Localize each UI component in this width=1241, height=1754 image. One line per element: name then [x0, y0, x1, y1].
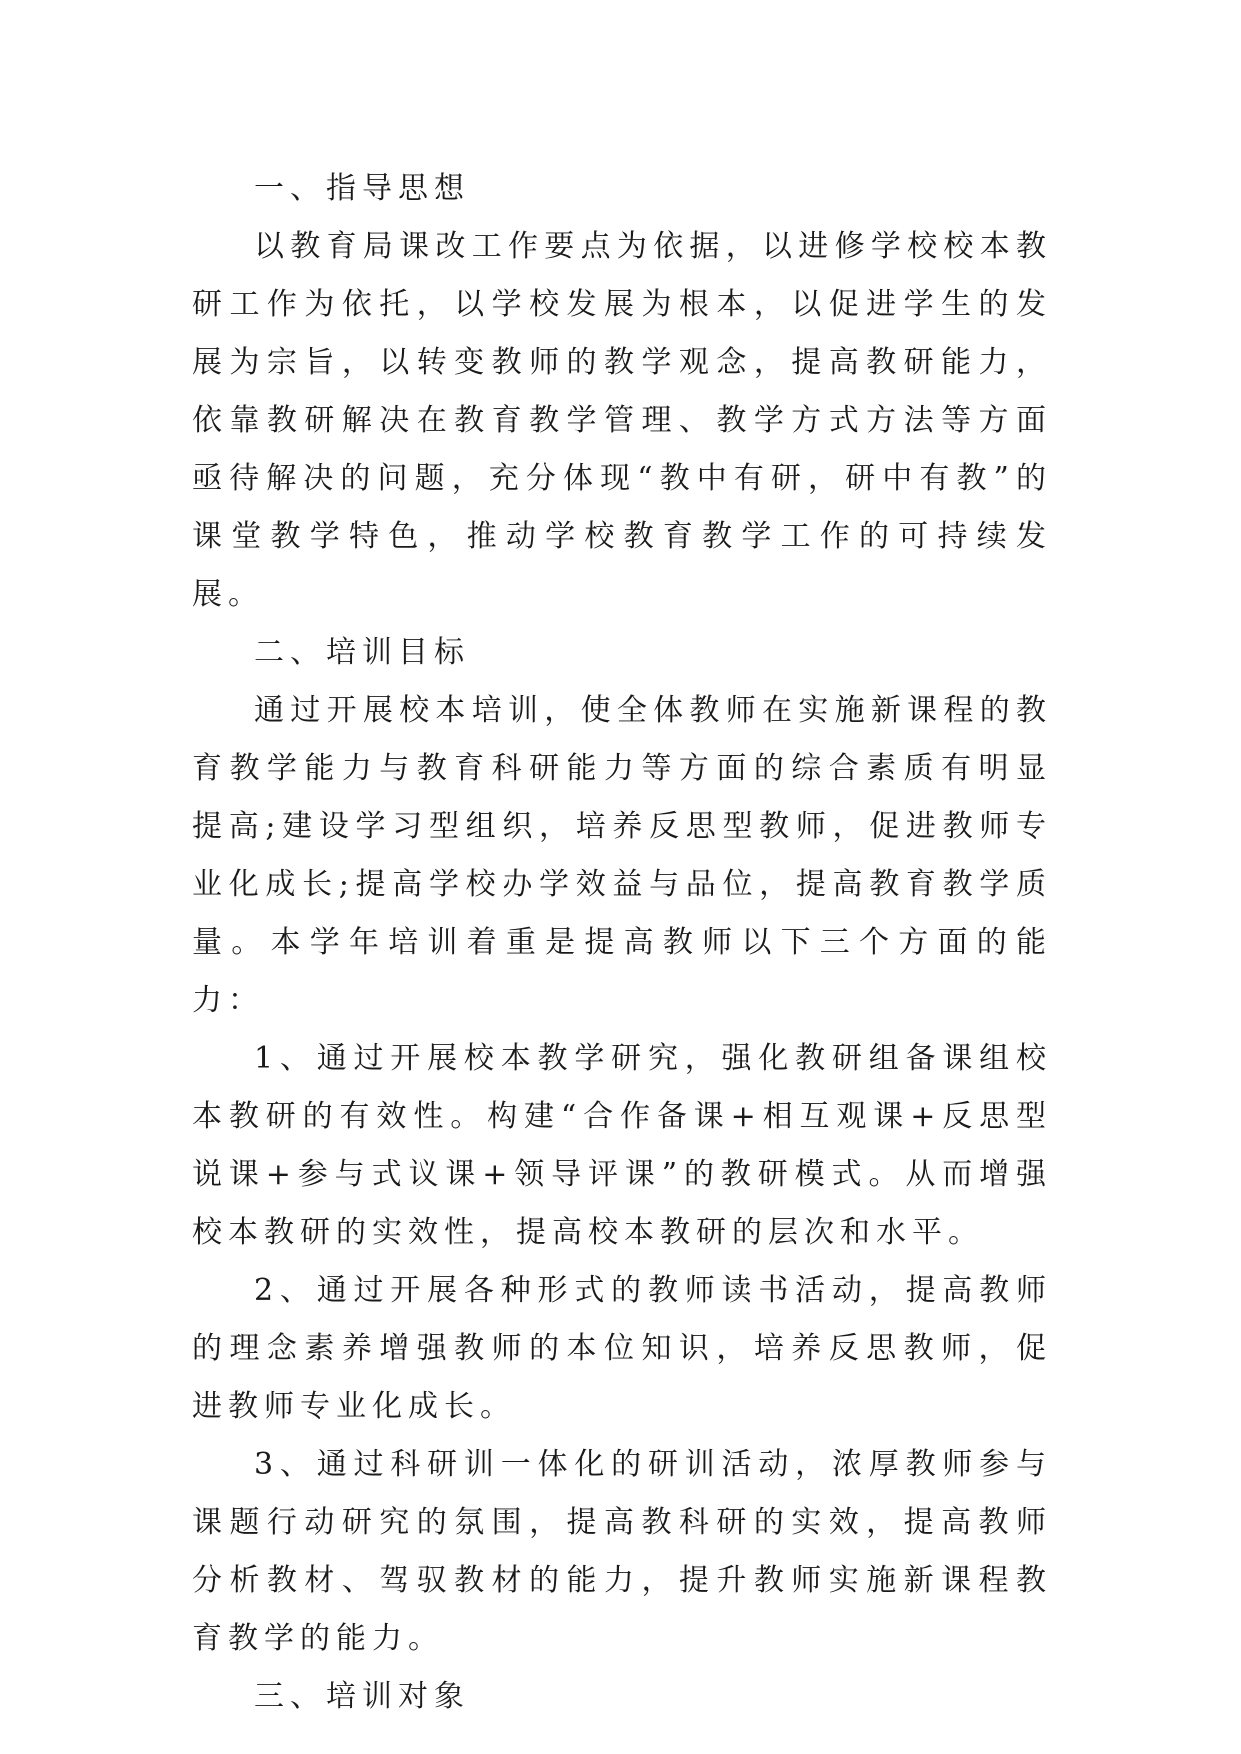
section-heading: 一、指导思想 [254, 171, 470, 206]
section-paragraph: 以教育局课改工作要点为依据，以进修学校校本教研工作为依托，以学校发展为根本，以促进学生的发展为宗旨，以转变教师的教学观念，提高教研能力，依靠教研解决在教育教学管理、教学方式方法等方面亟待解决的问题，充分体现“教中有研，研中有教”的课堂教学特色，推动学校教育教学工作的可持续发展。 [192, 229, 1052, 612]
section-paragraph: 1、通过开展校本教学研究，强化教研组备课组校本教研的有效性。构建“合作备课+相互观课+反思型说课+参与式议课+领导评课”的教研模式。从而增强校本教研的实效性，提高校本教研的层次和水平。 [192, 1041, 1052, 1250]
document-body [192, 160, 1052, 1726]
section-heading: 三、培训对象 [254, 1679, 470, 1714]
section-paragraph: 2、通过开展各种形式的教师读书活动，提高教师的理念素养增强教师的本位知识，培养反思教师，促进教师专业化成长。 [192, 1273, 1052, 1424]
section-heading: 二、培训目标 [254, 635, 470, 670]
section-paragraph: 3、通过科研训一体化的研训活动，浓厚教师参与课题行动研究的氛围，提高教科研的实效，提高教师分析教材、驾驭教材的能力，提升教师实施新课程教育教学的能力。 [192, 1447, 1052, 1656]
section-paragraph: 通过开展校本培训，使全体教师在实施新课程的教育教学能力与教育科研能力等方面的综合素质有明显提高;建设学习型组织，培养反思型教师，促进教师专业化成长;提高学校办学效益与品位，提高教育教学质量。本学年培训着重是提高教师以下三个方面的能力： [192, 693, 1052, 1018]
